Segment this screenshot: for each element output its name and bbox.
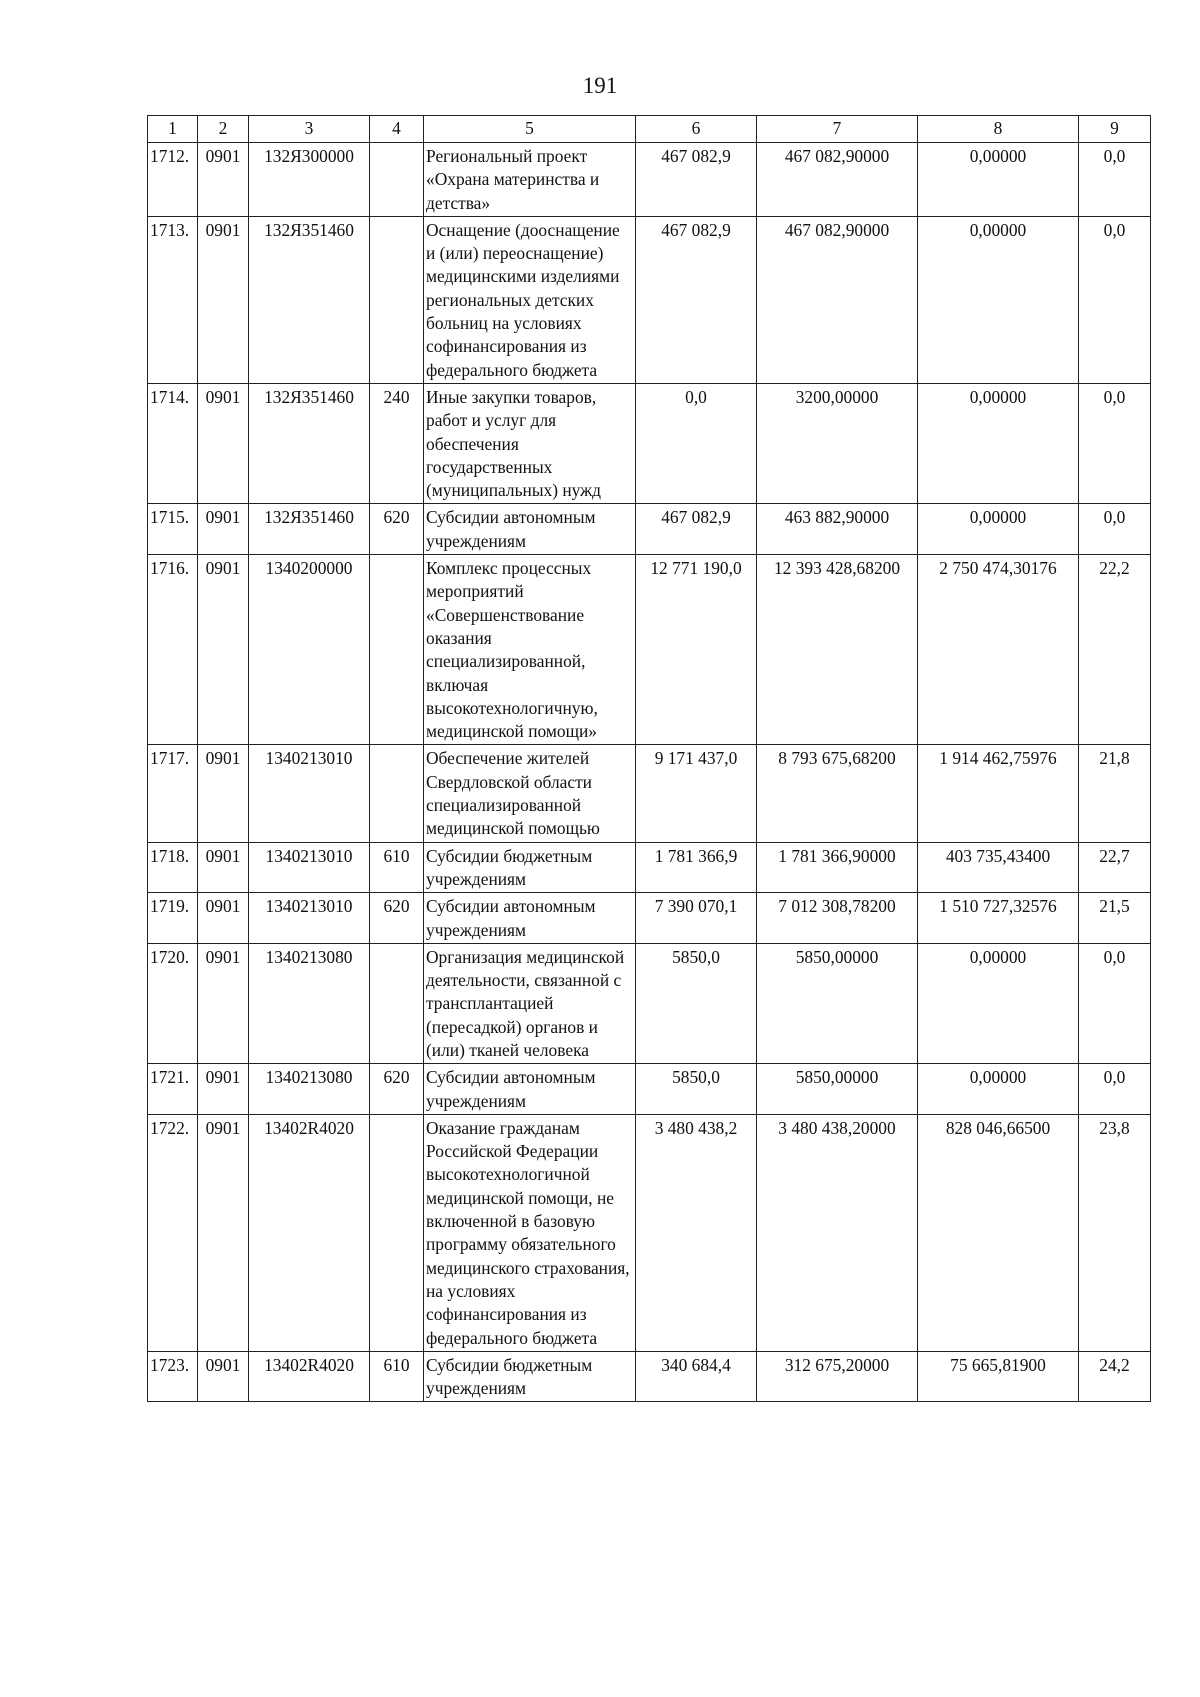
section-code: 0901 bbox=[198, 1351, 249, 1402]
expense-type-code bbox=[370, 1114, 424, 1351]
expense-name: Субсидии автономным учреждениям bbox=[424, 504, 636, 555]
table-header-row bbox=[148, 116, 1151, 143]
percent-col9: 21,5 bbox=[1079, 893, 1151, 944]
row-number: 1717. bbox=[148, 745, 198, 842]
amount-col6: 467 082,9 bbox=[636, 143, 757, 217]
target-article-code: 13402R4020 bbox=[249, 1114, 370, 1351]
amount-col7: 12 393 428,68200 bbox=[757, 555, 918, 745]
amount-col6: 5850,0 bbox=[636, 1064, 757, 1115]
expense-type-code bbox=[370, 143, 424, 217]
target-article-code: 132Я351460 bbox=[249, 383, 370, 503]
column-header: 8 bbox=[918, 116, 1079, 143]
table-row bbox=[148, 842, 1151, 893]
expense-type-code bbox=[370, 745, 424, 842]
amount-col8: 0,00000 bbox=[918, 1064, 1079, 1115]
row-number: 1723. bbox=[148, 1351, 198, 1402]
amount-col8: 828 046,66500 bbox=[918, 1114, 1079, 1351]
amount-col6: 3 480 438,2 bbox=[636, 1114, 757, 1351]
amount-col7: 1 781 366,90000 bbox=[757, 842, 918, 893]
expense-name: Комплекс процессных мероприятий «Совершенствование оказания специализированной, включая высокотехнологичную, медицинской помощи» bbox=[424, 555, 636, 745]
expense-type-code: 620 bbox=[370, 893, 424, 944]
amount-col8: 1 914 462,75976 bbox=[918, 745, 1079, 842]
percent-col9: 0,0 bbox=[1079, 504, 1151, 555]
row-number: 1716. bbox=[148, 555, 198, 745]
percent-col9: 0,0 bbox=[1079, 383, 1151, 503]
expense-type-code bbox=[370, 555, 424, 745]
section-code: 0901 bbox=[198, 216, 249, 383]
table-row bbox=[148, 555, 1151, 745]
table-row bbox=[148, 745, 1151, 842]
section-code: 0901 bbox=[198, 1064, 249, 1115]
target-article-code: 132Я351460 bbox=[249, 216, 370, 383]
expense-name: Региональный проект «Охрана материнства и детства» bbox=[424, 143, 636, 217]
percent-col9: 23,8 bbox=[1079, 1114, 1151, 1351]
expense-type-code bbox=[370, 943, 424, 1063]
expense-name: Обеспечение жителей Свердловской области специализированной медицинской помощью bbox=[424, 745, 636, 842]
target-article-code: 132Я351460 bbox=[249, 504, 370, 555]
target-article-code: 1340213080 bbox=[249, 943, 370, 1063]
column-header: 2 bbox=[198, 116, 249, 143]
table-row bbox=[148, 383, 1151, 503]
amount-col6: 340 684,4 bbox=[636, 1351, 757, 1402]
amount-col6: 0,0 bbox=[636, 383, 757, 503]
amount-col6: 12 771 190,0 bbox=[636, 555, 757, 745]
expense-name: Субсидии бюджетным учреждениям bbox=[424, 1351, 636, 1402]
table-row bbox=[148, 1114, 1151, 1351]
expense-name: Иные закупки товаров, работ и услуг для обеспечения государственных (муниципальных) нужд bbox=[424, 383, 636, 503]
row-number: 1719. bbox=[148, 893, 198, 944]
target-article-code: 1340213010 bbox=[249, 745, 370, 842]
column-header: 1 bbox=[148, 116, 198, 143]
amount-col8: 0,00000 bbox=[918, 504, 1079, 555]
expense-type-code: 620 bbox=[370, 1064, 424, 1115]
column-header: 4 bbox=[370, 116, 424, 143]
row-number: 1712. bbox=[148, 143, 198, 217]
amount-col8: 2 750 474,30176 bbox=[918, 555, 1079, 745]
section-code: 0901 bbox=[198, 504, 249, 555]
amount-col7: 3200,00000 bbox=[757, 383, 918, 503]
amount-col6: 467 082,9 bbox=[636, 216, 757, 383]
amount-col8: 403 735,43400 bbox=[918, 842, 1079, 893]
column-header: 9 bbox=[1079, 116, 1151, 143]
row-number: 1718. bbox=[148, 842, 198, 893]
amount-col7: 5850,00000 bbox=[757, 1064, 918, 1115]
table-row bbox=[148, 143, 1151, 217]
percent-col9: 0,0 bbox=[1079, 216, 1151, 383]
row-number: 1722. bbox=[148, 1114, 198, 1351]
amount-col8: 0,00000 bbox=[918, 383, 1079, 503]
section-code: 0901 bbox=[198, 1114, 249, 1351]
expense-name: Субсидии автономным учреждениям bbox=[424, 1064, 636, 1115]
section-code: 0901 bbox=[198, 943, 249, 1063]
amount-col6: 5850,0 bbox=[636, 943, 757, 1063]
table-row bbox=[148, 1351, 1151, 1402]
percent-col9: 0,0 bbox=[1079, 143, 1151, 217]
expense-type-code: 610 bbox=[370, 842, 424, 893]
table-row bbox=[148, 504, 1151, 555]
amount-col7: 467 082,90000 bbox=[757, 143, 918, 217]
table-row bbox=[148, 893, 1151, 944]
target-article-code: 1340213080 bbox=[249, 1064, 370, 1115]
row-number: 1721. bbox=[148, 1064, 198, 1115]
expense-type-code: 240 bbox=[370, 383, 424, 503]
amount-col8: 0,00000 bbox=[918, 216, 1079, 383]
target-article-code: 13402R4020 bbox=[249, 1351, 370, 1402]
column-header: 3 bbox=[249, 116, 370, 143]
table-row bbox=[148, 1064, 1151, 1115]
section-code: 0901 bbox=[198, 893, 249, 944]
amount-col6: 1 781 366,9 bbox=[636, 842, 757, 893]
amount-col7: 5850,00000 bbox=[757, 943, 918, 1063]
amount-col7: 3 480 438,20000 bbox=[757, 1114, 918, 1351]
section-code: 0901 bbox=[198, 555, 249, 745]
expense-name: Организация медицинской деятельности, связанной с трансплантацией (пересадкой) органов и (или) тканей человека bbox=[424, 943, 636, 1063]
section-code: 0901 bbox=[198, 745, 249, 842]
amount-col7: 8 793 675,68200 bbox=[757, 745, 918, 842]
budget-table bbox=[147, 115, 1151, 1402]
amount-col8: 75 665,81900 bbox=[918, 1351, 1079, 1402]
target-article-code: 1340213010 bbox=[249, 893, 370, 944]
expense-type-code: 610 bbox=[370, 1351, 424, 1402]
row-number: 1713. bbox=[148, 216, 198, 383]
percent-col9: 24,2 bbox=[1079, 1351, 1151, 1402]
target-article-code: 1340200000 bbox=[249, 555, 370, 745]
column-header: 6 bbox=[636, 116, 757, 143]
amount-col7: 312 675,20000 bbox=[757, 1351, 918, 1402]
amount-col8: 0,00000 bbox=[918, 143, 1079, 217]
expense-type-code bbox=[370, 216, 424, 383]
table-row bbox=[148, 216, 1151, 383]
amount-col7: 7 012 308,78200 bbox=[757, 893, 918, 944]
amount-col6: 467 082,9 bbox=[636, 504, 757, 555]
expense-name: Субсидии бюджетным учреждениям bbox=[424, 842, 636, 893]
amount-col6: 7 390 070,1 bbox=[636, 893, 757, 944]
percent-col9: 22,7 bbox=[1079, 842, 1151, 893]
target-article-code: 1340213010 bbox=[249, 842, 370, 893]
expense-name: Субсидии автономным учреждениям bbox=[424, 893, 636, 944]
section-code: 0901 bbox=[198, 383, 249, 503]
section-code: 0901 bbox=[198, 143, 249, 217]
percent-col9: 0,0 bbox=[1079, 1064, 1151, 1115]
row-number: 1720. bbox=[148, 943, 198, 1063]
row-number: 1714. bbox=[148, 383, 198, 503]
expense-name: Оказание гражданам Российской Федерации высокотехнологичной медицинской помощи, не включенной в базовую программу обязательного медицинского страхования, на условиях софинансирования из федерального бюджета bbox=[424, 1114, 636, 1351]
column-header: 7 bbox=[757, 116, 918, 143]
percent-col9: 21,8 bbox=[1079, 745, 1151, 842]
percent-col9: 22,2 bbox=[1079, 555, 1151, 745]
amount-col7: 467 082,90000 bbox=[757, 216, 918, 383]
column-header: 5 bbox=[424, 116, 636, 143]
page-number: 191 bbox=[582, 73, 618, 98]
section-code: 0901 bbox=[198, 842, 249, 893]
amount-col8: 1 510 727,32576 bbox=[918, 893, 1079, 944]
percent-col9: 0,0 bbox=[1079, 943, 1151, 1063]
row-number: 1715. bbox=[148, 504, 198, 555]
expense-name: Оснащение (дооснащение и (или) переоснащение) медицинскими изделиями региональных детских больниц на условиях софинансирования из федерального бюджета bbox=[424, 216, 636, 383]
table-row bbox=[148, 943, 1151, 1063]
amount-col8: 0,00000 bbox=[918, 943, 1079, 1063]
amount-col7: 463 882,90000 bbox=[757, 504, 918, 555]
amount-col6: 9 171 437,0 bbox=[636, 745, 757, 842]
target-article-code: 132Я300000 bbox=[249, 143, 370, 217]
expense-type-code: 620 bbox=[370, 504, 424, 555]
